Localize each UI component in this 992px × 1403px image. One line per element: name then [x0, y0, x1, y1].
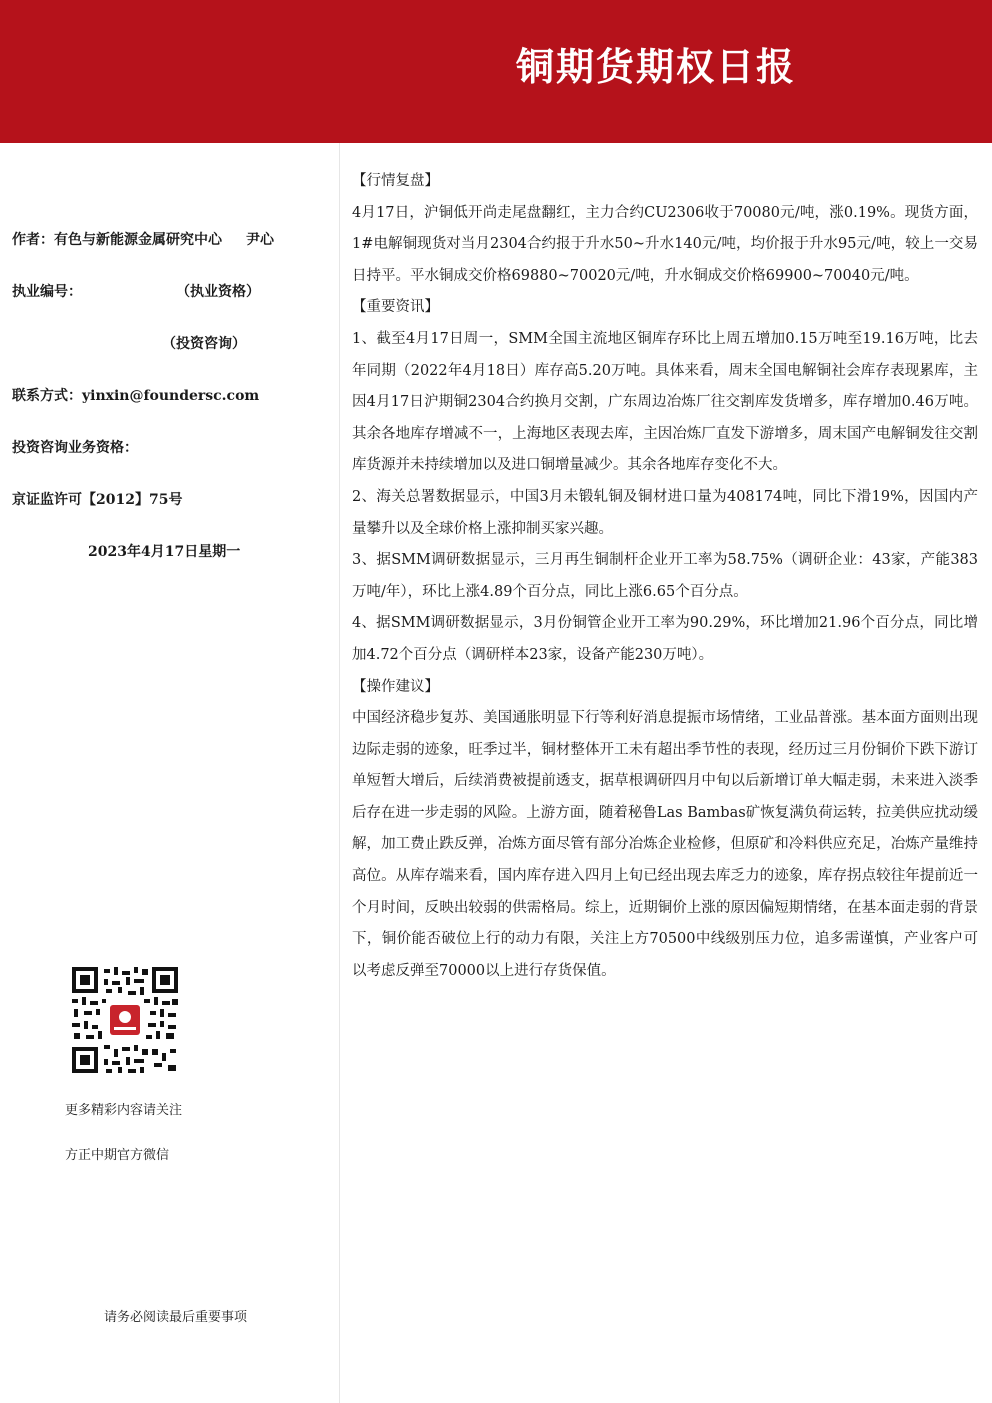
section-heading-market-review: 【行情复盘】 [352, 173, 439, 189]
column-divider [339, 143, 340, 1403]
report-body [352, 166, 978, 987]
consult-label: 投资咨询业务资格： [12, 440, 138, 456]
author-label: 作者： [12, 232, 54, 248]
market-review-paragraph: 4月17日，沪铜低开尚走尾盘翻红，主力合约CU2306收于70080元/吨，涨0.19%。现货方面，1#电解铜现货对当月2304合约报于升水50~升水140元/吨，均价报于升水95元/吨，较上一交易日持平。平水铜成交价格69880~70020元/吨，升水铜成交价格69900~70040元/吨。 [352, 204, 978, 284]
news-item-1: 1、截至4月17日周一，SMM全国主流地区铜库存环比上周五增加0.15万吨至19.16万吨，比去年同期（2022年4月18日）库存高5.20万吨。具体来看，周末全国电解铜社会库存表现累库，主因4月17日沪期铜2304合约换月交割，广东周边冶炼厂往交割库发货增多，库存增加0.46万吨。其余各地库存增减不一，上海地区表现去库，主因冶炼厂直发下游增多，周末国产电解铜发往交割库货源并未持续增加以及进口铜增量减少。其余各地库存变化不大。 [352, 330, 978, 474]
contact-email[interactable]: yinxin@foundersc.com [82, 388, 260, 404]
header-band [0, 0, 992, 143]
advice-paragraph: 中国经济稳步复苏、美国通胀明显下行等利好消息提振市场情绪，工业品普涨。基本面方面则出现边际走弱的迹象，旺季过半，铜材整体开工未有超出季节性的表现，经历过三月份铜价下跌下游订单短暂大增后，后续消费被提前透支，据草根调研四月中旬以后新增订单大幅走弱，未来进入淡季后存在进一步走弱的风险。上游方面，随着秘鲁Las Bambas矿恢复满负荷运转，拉美供应扰动缓解，加工费止跌反弹，冶炼方面尽管有部分冶炼企业检修，但原矿和冷料供应充足，冶炼产量维持高位。从库存端来看，国内库存进入四月上旬已经出现去库乏力的迹象，库存拐点较往年提前近一个月时间，反映出较弱的供需格局。综上，近期铜价上涨的原因偏短期情绪，在基本面走弱的背景下，铜价能否破位上行的动力有限，关注上方70500中线级别压力位，追多需谨慎，产业客户可以考虑反弹至70000以上进行存货保值。 [352, 710, 978, 979]
report-date: 2023年4月17日星期一 [88, 544, 241, 560]
report-title: 铜期货期权日报 [516, 45, 797, 89]
qr-caption-wechat: 方正中期官方微信 [65, 1148, 170, 1163]
license-number: 京证监许可【2012】75号 [12, 492, 183, 508]
disclaimer-note: 请务必阅读最后重要事项 [104, 1310, 248, 1325]
license-row [12, 281, 260, 301]
contact-row [12, 385, 259, 405]
report-date-row [88, 541, 240, 561]
license-row-2 [162, 333, 246, 353]
license-number-row [12, 489, 182, 509]
section-heading-news: 【重要资讯】 [352, 299, 439, 316]
license-label: 执业编号： [12, 284, 82, 300]
news-item-2: 2、海关总署数据显示，中国3月未锻轧铜及铜材进口量为408174吨，同比下滑19%，因国内产量攀升以及全球价格上涨抑制买家兴趣。 [352, 488, 978, 537]
news-item-3: 3、据SMM调研数据显示，三月再生铜制杆企业开工率为58.75%（调研企业：43家，产能383万吨/年），环比上涨4.89个百分点，同比上涨6.65个百分点。 [352, 552, 978, 600]
consult-qualification-row [12, 437, 138, 457]
section-heading-advice: 【操作建议】 [352, 678, 439, 695]
license-value-consulting: （投资咨询） [162, 336, 246, 352]
author-value: 有色与新能源金属研究中心 [54, 232, 222, 248]
author-name: 尹心 [246, 232, 274, 248]
wechat-qr-code [70, 965, 180, 1075]
news-item-4: 4、据SMM调研数据显示，3月份铜管企业开工率为90.29%，环比增加21.96个百分点，同比增加4.72个百分点（调研样本23家，设备产能230万吨）。 [352, 615, 978, 663]
license-value-qualification: （执业资格） [176, 284, 260, 300]
qr-code-icon [70, 965, 180, 1075]
qr-caption-follow: 更多精彩内容请关注 [65, 1103, 183, 1118]
author-row [12, 229, 274, 249]
contact-label: 联系方式： [12, 388, 82, 404]
